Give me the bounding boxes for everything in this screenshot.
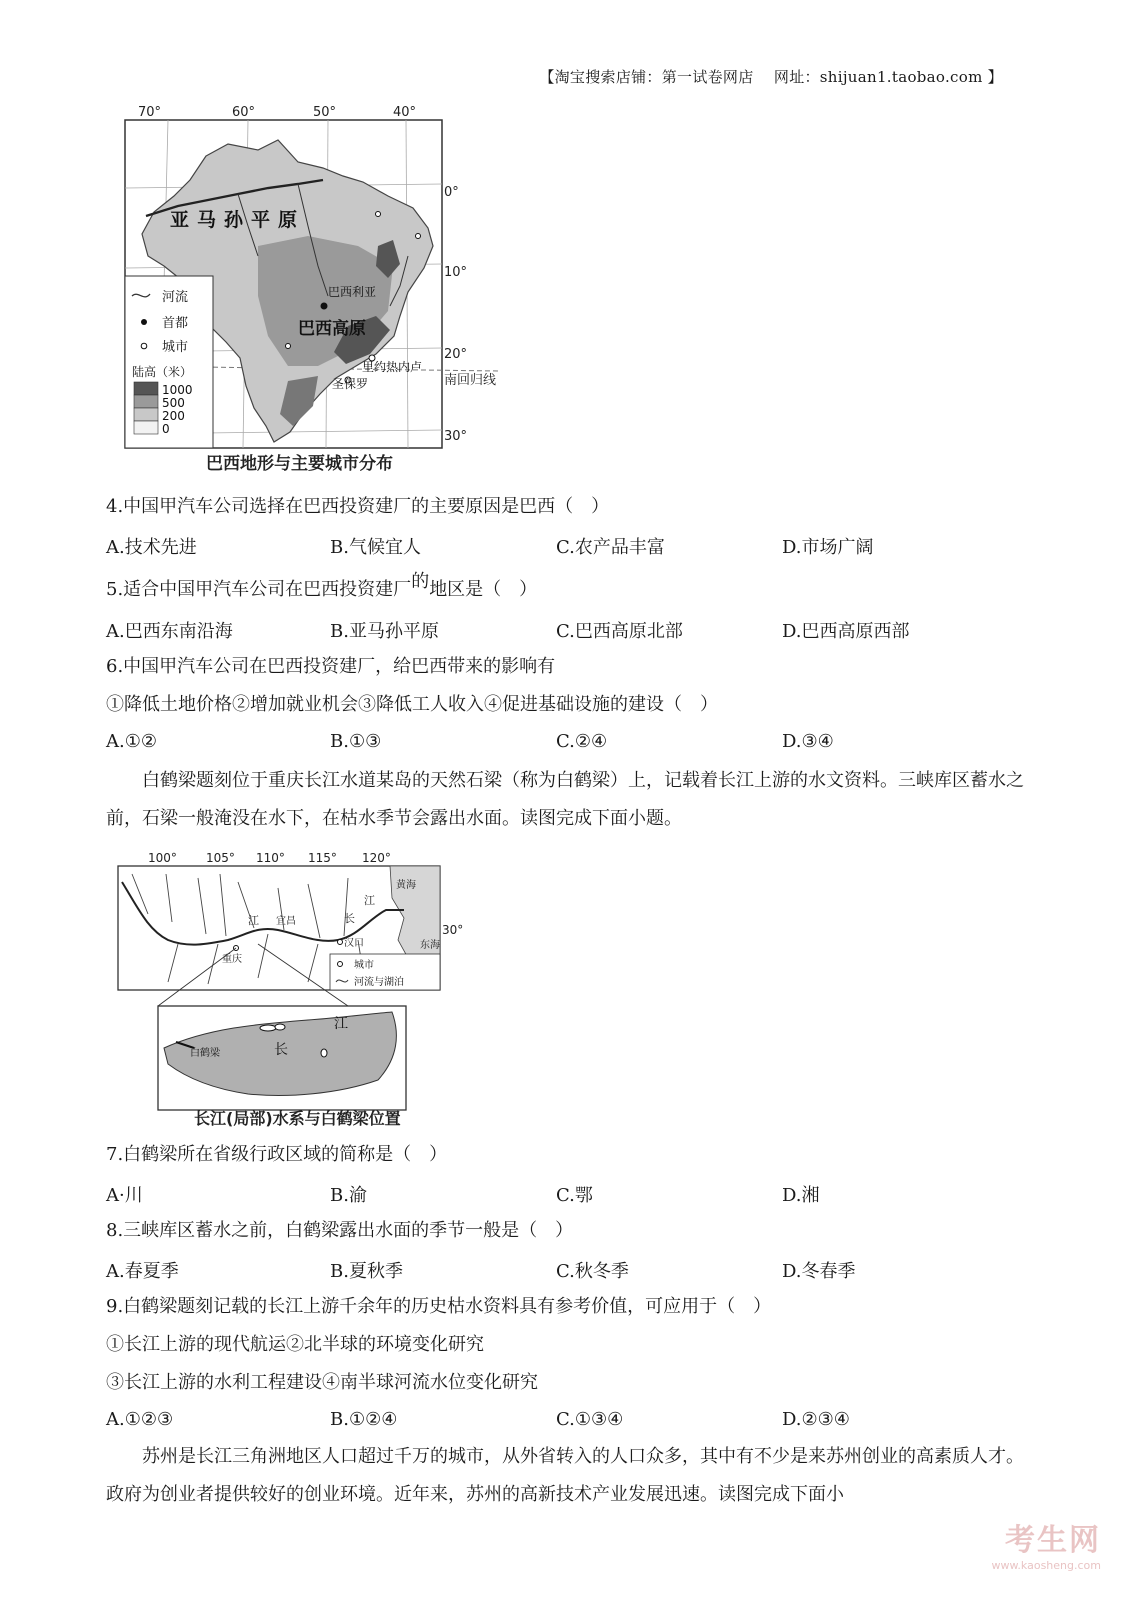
- legend-swatch-500: [134, 395, 158, 408]
- q4-option-d[interactable]: D.市场广阔: [782, 537, 874, 558]
- lon-label: 115°: [308, 851, 337, 865]
- river-label-jiang: 江: [248, 914, 259, 927]
- legend-city-marker: [141, 343, 147, 349]
- lon-label: 40°: [393, 105, 417, 120]
- passage-suzhou: 苏州是长江三角洲地区人口超过千万的城市，从外省转入的人口众多，其中有不少是来苏州创业的高素质人才。政府为创业者提供较好的创业环境。近年来，苏州的高新技术产业发展迅速。读图完成下面小: [106, 1446, 1024, 1505]
- q6-option-a[interactable]: A.①②: [106, 731, 157, 752]
- q6-option-d[interactable]: D.③④: [782, 731, 834, 752]
- q5-option-d[interactable]: D.巴西高原西部: [782, 621, 910, 642]
- q6-option-b[interactable]: B.①③: [330, 731, 382, 752]
- q9-option-b[interactable]: B.①②④: [330, 1409, 398, 1430]
- lon-label: 110°: [256, 851, 285, 865]
- capital-marker: [321, 303, 328, 310]
- question-8: 8.三峡库区蓄水之前，白鹤梁露出水面的季节一般是（ ）: [106, 1220, 574, 1241]
- east-sea-label: 东海: [420, 940, 440, 951]
- yellow-sea-label: 黄海: [396, 880, 416, 891]
- legend-elev-title: 陆高（米）: [132, 365, 193, 379]
- q9-option-c[interactable]: C.①③④: [556, 1409, 624, 1430]
- lat-label: 30°: [444, 429, 468, 444]
- legend-river-label: 河流: [162, 290, 189, 305]
- legend-level: 200: [162, 409, 185, 423]
- question-5: [106, 571, 538, 602]
- q4-option-c[interactable]: C.农产品丰富: [556, 537, 665, 558]
- lon-label: 70°: [138, 105, 162, 120]
- legend-city-label: 城市: [354, 960, 374, 971]
- map1-caption: 巴西地形与主要城市分布: [206, 454, 393, 474]
- q7-option-b[interactable]: B.渝: [330, 1185, 367, 1206]
- city-marker-hankou: [338, 940, 343, 945]
- inset-island: [275, 1024, 285, 1030]
- lon-label: 60°: [232, 105, 256, 120]
- brazil-plateau-label: 巴西高原: [298, 319, 366, 339]
- city-label-saopaulo: 圣保罗: [332, 377, 369, 391]
- legend-capital-marker: [141, 319, 147, 325]
- q4-option-b[interactable]: B.气候宜人: [330, 537, 421, 558]
- inset-island: [260, 1025, 276, 1031]
- lon-label: 50°: [313, 105, 337, 120]
- q8-option-c[interactable]: C.秋冬季: [556, 1261, 629, 1282]
- q5-stem-raised: 的: [411, 571, 430, 592]
- lat-label: 0°: [444, 185, 459, 200]
- q5-stem-part2: 地区是（ ）: [429, 579, 538, 600]
- city-marker: [286, 344, 291, 349]
- q4-option-a[interactable]: A.技术先进: [106, 537, 197, 558]
- inset-label-chang: 长: [274, 1042, 288, 1058]
- legend-river-label: 河流与湖泊: [354, 977, 404, 988]
- q9-option-d[interactable]: D.②③④: [782, 1409, 850, 1430]
- question-9: 9.白鹤梁题刻记载的长江上游千余年的历史枯水资料具有参考价值，可应用于（ ）: [106, 1296, 772, 1317]
- legend-capital-label: 首都: [162, 316, 189, 331]
- city-label-chongqing: 重庆: [222, 954, 242, 965]
- page-header: 【淘宝搜索店铺：第一试卷网店 网址：shijuan1.taobao.com 】: [539, 68, 1003, 86]
- city-marker: [376, 212, 381, 217]
- capital-label: 巴西利亚: [328, 285, 377, 299]
- watermark-name: 考生网: [1005, 1523, 1101, 1558]
- question-9-statements-2: ③长江上游的水利工程建设④南半球河流水位变化研究: [106, 1372, 538, 1393]
- legend-level: 1000: [162, 383, 193, 397]
- q5-option-c[interactable]: C.巴西高原北部: [556, 621, 683, 642]
- river-label-chang: 长: [344, 912, 355, 925]
- lat-label: 20°: [444, 347, 468, 362]
- tropic-label: 南回归线: [444, 373, 497, 388]
- q8-option-b[interactable]: B.夏秋季: [330, 1261, 403, 1282]
- legend-level: 500: [162, 396, 185, 410]
- legend-swatch-0: [134, 421, 158, 434]
- inset-island: [321, 1049, 327, 1057]
- yangtze-map-figure: [108, 848, 464, 1130]
- question-9-statements-1: ①长江上游的现代航运②北半球的环境变化研究: [106, 1334, 484, 1355]
- lon-label: 105°: [206, 851, 235, 865]
- inset-label-baiheliang: 白鹤梁: [190, 1048, 220, 1059]
- brazil-map-figure: [108, 96, 518, 481]
- legend-city-label: 城市: [162, 340, 189, 355]
- legend-level: 0: [162, 422, 170, 436]
- city-marker: [416, 234, 421, 239]
- q5-option-b[interactable]: B.亚马孙平原: [330, 621, 439, 642]
- q7-option-a[interactable]: A·川: [106, 1185, 143, 1206]
- question-6-statements: ①降低土地价格②增加就业机会③降低工人收入④促进基础设施的建设（ ）: [106, 694, 718, 715]
- city-label-hankou: 汉口: [344, 938, 364, 949]
- question-7: 7.白鹤梁所在省级行政区域的简称是（ ）: [106, 1144, 448, 1165]
- question-6: 6.中国甲汽车公司在巴西投资建厂，给巴西带来的影响有: [106, 656, 556, 677]
- legend-swatch-200: [134, 408, 158, 421]
- lon-label: 100°: [148, 851, 177, 865]
- q8-option-d[interactable]: D.冬春季: [782, 1261, 856, 1282]
- lat-label: 30°: [442, 923, 464, 937]
- inset-label-jiang: 江: [334, 1016, 348, 1032]
- q5-option-a[interactable]: A.巴西东南沿海: [106, 621, 233, 642]
- city-label-yichang: 宜昌: [276, 916, 296, 927]
- river-label-jiang2: 江: [364, 894, 375, 907]
- q7-option-c[interactable]: C.鄂: [556, 1185, 593, 1206]
- q6-option-c[interactable]: C.②④: [556, 731, 608, 752]
- watermark: [991, 1515, 1101, 1572]
- legend-swatch-1000: [134, 382, 158, 395]
- map2-caption: 长江(局部)水系与白鹤梁位置: [194, 1109, 401, 1128]
- question-4: 4.中国甲汽车公司选择在巴西投资建厂的主要原因是巴西（ ）: [106, 496, 610, 517]
- watermark-url: www.kaosheng.com: [991, 1559, 1101, 1572]
- legend-city-marker: [338, 962, 343, 967]
- q8-option-a[interactable]: A.春夏季: [106, 1261, 179, 1282]
- passage-baiheliang: 白鹤梁题刻位于重庆长江水道某岛的天然石梁（称为白鹤梁）上，记载着长江上游的水文资料。三峡库区蓄水之前，石梁一般淹没在水下，在枯水季节会露出水面。读图完成下面小题。: [106, 770, 1024, 829]
- yangtze-map: [108, 848, 464, 1130]
- brazil-map: [108, 96, 518, 481]
- city-label-rio: 里约热内卢: [362, 360, 423, 374]
- lat-label: 10°: [444, 265, 468, 280]
- q7-option-d[interactable]: D.湘: [782, 1185, 820, 1206]
- q5-stem-part1: 5.适合中国甲汽车公司在巴西投资建厂: [106, 579, 412, 600]
- lon-label: 120°: [362, 851, 391, 865]
- amazon-plain-label: 亚马孙平原: [170, 209, 306, 231]
- q9-option-a[interactable]: A.①②③: [106, 1409, 174, 1430]
